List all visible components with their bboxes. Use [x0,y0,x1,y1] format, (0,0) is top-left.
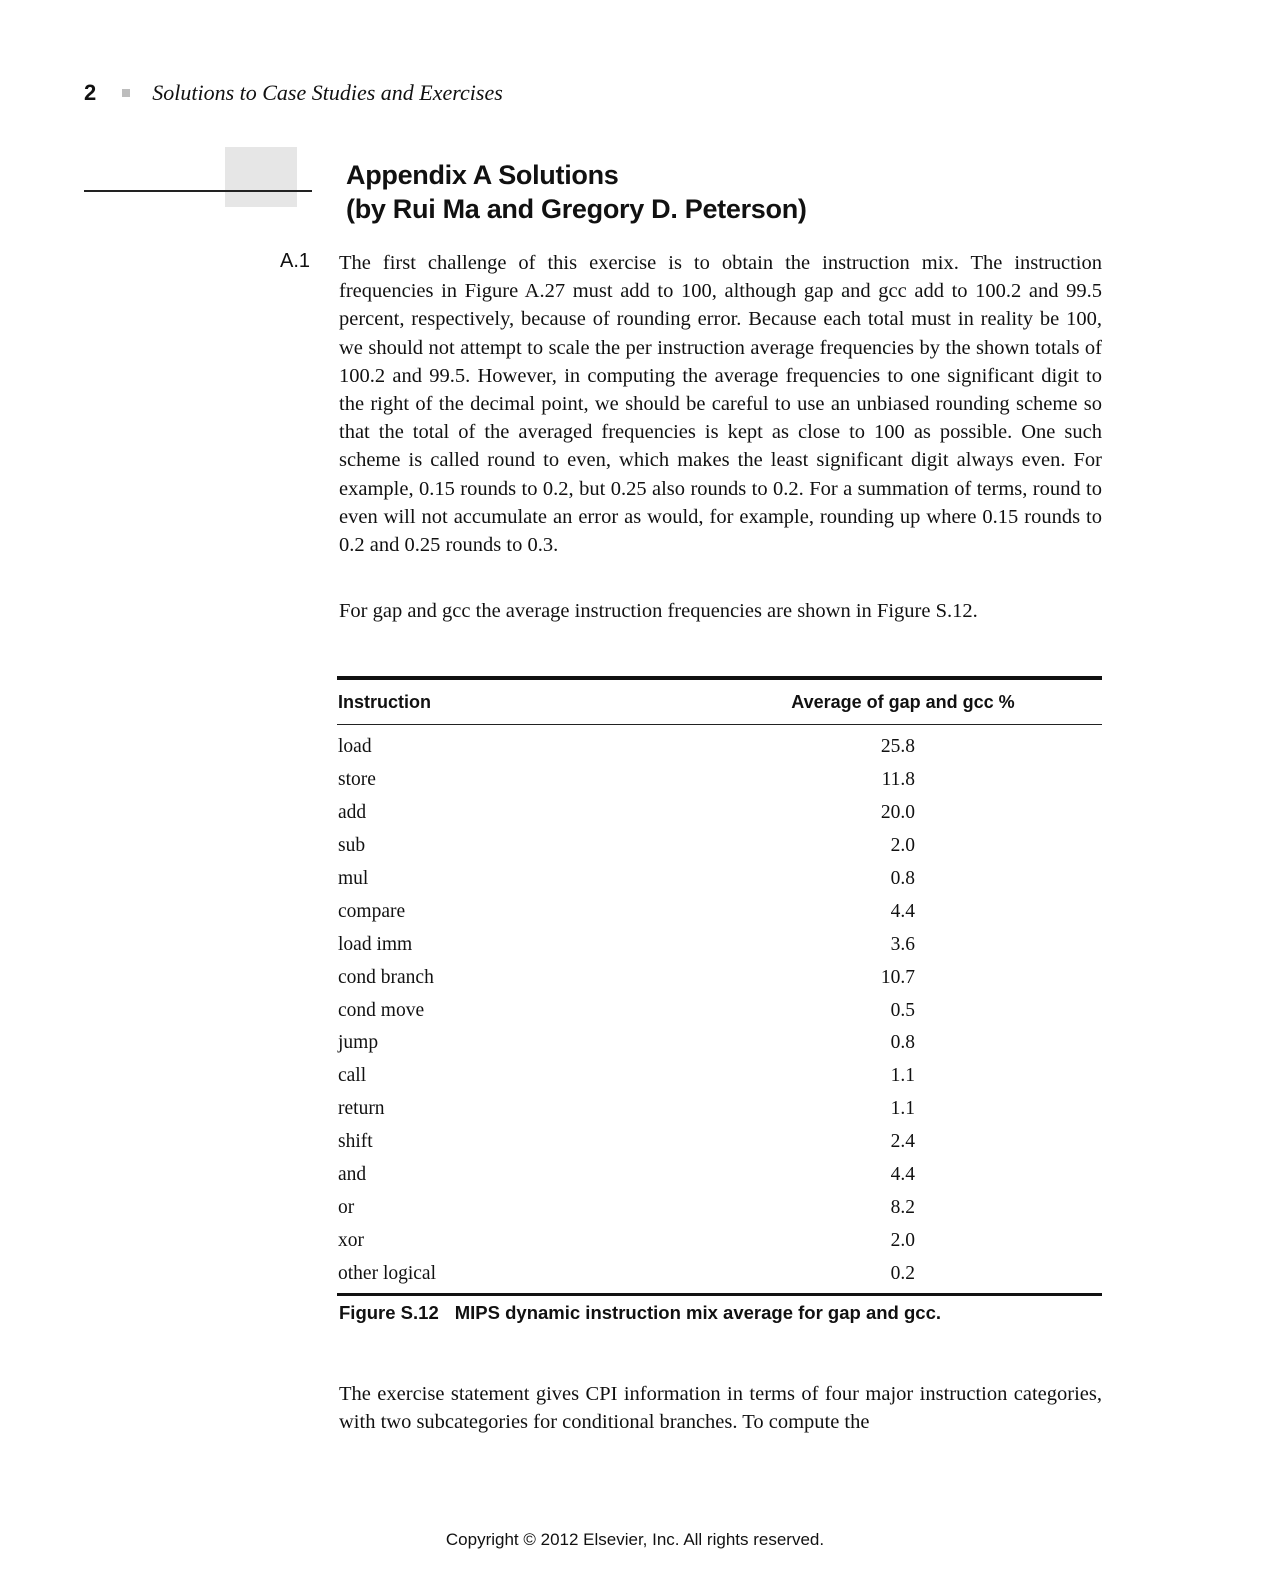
cell-instruction: or [338,1196,355,1218]
exercise-label: A.1 [280,250,311,272]
cell-average-value: 2.0 [890,835,915,857]
table-row [337,764,1102,797]
appendix-title-line1: Appendix A Solutions [346,160,619,190]
table-row [337,1093,1102,1126]
exercise-paragraph-1: The first challenge of this exercise is to obtain the instruction mix. The instruction frequencies in Figure A.27 must add to 100, although gap and gcc add to 100.2 and 99.5 percent, respectively, because of rounding error. Because each total must in reality be 100, we should not attempt to scale the per instruction average frequencies by the shown totals of 100.2 and 99.5. However, in computing the average frequencies to one significant digit to the right of the decimal point, we should be careful to use an unbiased rounding scheme so that the total of the averaged frequencies is kept as close to 100 as possible. One such scheme is called round to even, which makes the least significant digit always even. For example, 0.15 rounds to 0.2, but 0.25 also rounds to 0.2. For a summation of terms, round to even will not accumulate an error as would, for example, rounding up where 0.15 rounds to 0.2 and 0.25 rounds to 0.3. [339,252,1102,557]
column-header-instruction: Instruction [338,691,431,712]
instruction-mix-table [337,676,1102,1296]
table-row [337,994,1102,1027]
cell-average-value: 11.8 [881,769,915,791]
table-header-row [337,680,1102,725]
table-row [337,1224,1102,1257]
cell-instruction: store [338,769,376,791]
cell-instruction: compare [338,900,406,922]
page-number: 2 [84,80,97,105]
cell-instruction: mul [338,868,369,889]
table-row [337,1126,1102,1159]
cell-average-value: 2.4 [890,1131,915,1153]
table-row [337,830,1102,863]
column-header-average: Average of gap and gcc % [791,691,1015,712]
section-marker-box [225,147,297,207]
cell-average-value: 4.4 [890,1164,915,1186]
cell-average-value: 1.1 [890,1065,915,1087]
cell-instruction: shift [338,1131,373,1153]
cell-instruction: other logical [338,1262,437,1284]
figure-number: Figure S.12 [339,1302,439,1323]
appendix-title [346,158,807,226]
cell-average-value: 8.2 [890,1196,915,1218]
table-row [337,731,1102,764]
cell-average-value: 0.2 [890,1262,915,1284]
cell-instruction: call [338,1065,367,1087]
cell-average-value: 1.1 [890,1098,915,1120]
running-title: Solutions to Case Studies and Exercises [152,80,503,105]
cell-instruction: add [338,802,367,824]
copyright-footer: Copyright © 2012 Elsevier, Inc. All rights reserved. [445,1530,825,1549]
cell-average-value: 10.7 [880,966,915,988]
table-row [337,797,1102,830]
exercise-paragraph-2: For gap and gcc the average instruction frequencies are shown in Figure S.12. [339,600,978,622]
table-row [337,1159,1102,1192]
figure-caption [339,1302,941,1324]
table-row [337,928,1102,961]
section-rule [84,190,312,192]
table-row [337,1060,1102,1093]
cell-average-value: 4.4 [890,900,915,922]
table-bottom-rule [337,1293,1102,1296]
cell-instruction: sub [338,835,366,857]
cell-average-value: 20.0 [880,802,915,824]
cell-instruction: load [338,736,372,758]
table-row [337,1257,1102,1290]
running-header [84,78,503,108]
cell-average-value: 0.8 [890,1032,915,1054]
cell-average-value: 3.6 [890,933,915,955]
table-row [337,863,1102,896]
cell-average-value: 2.0 [890,1229,915,1251]
table-row [337,895,1102,928]
cell-average-value: 25.8 [880,736,915,758]
table-row [337,961,1102,994]
cell-instruction: jump [338,1032,379,1054]
table-row [337,1027,1102,1060]
cell-instruction: and [338,1164,367,1186]
figure-caption-text: MIPS dynamic instruction mix average for gap and gcc. [454,1302,942,1323]
cell-instruction: return [338,1098,385,1120]
header-bullet-square [122,89,130,97]
exercise-paragraph-3: The exercise statement gives CPI information in terms of four major instruction categories, with two subcategories for conditional branches. To compute the [339,1383,1102,1434]
table-row [337,1191,1102,1224]
table-body [337,725,1102,1290]
cell-instruction: load imm [338,933,413,955]
cell-average-value: 0.8 [890,868,915,889]
cell-instruction: cond move [338,999,425,1021]
cell-instruction: cond branch [338,966,434,988]
cell-instruction: xor [338,1229,364,1251]
cell-average-value: 0.5 [890,999,915,1021]
appendix-title-line2: (by Rui Ma and Gregory D. Peterson) [346,194,807,224]
